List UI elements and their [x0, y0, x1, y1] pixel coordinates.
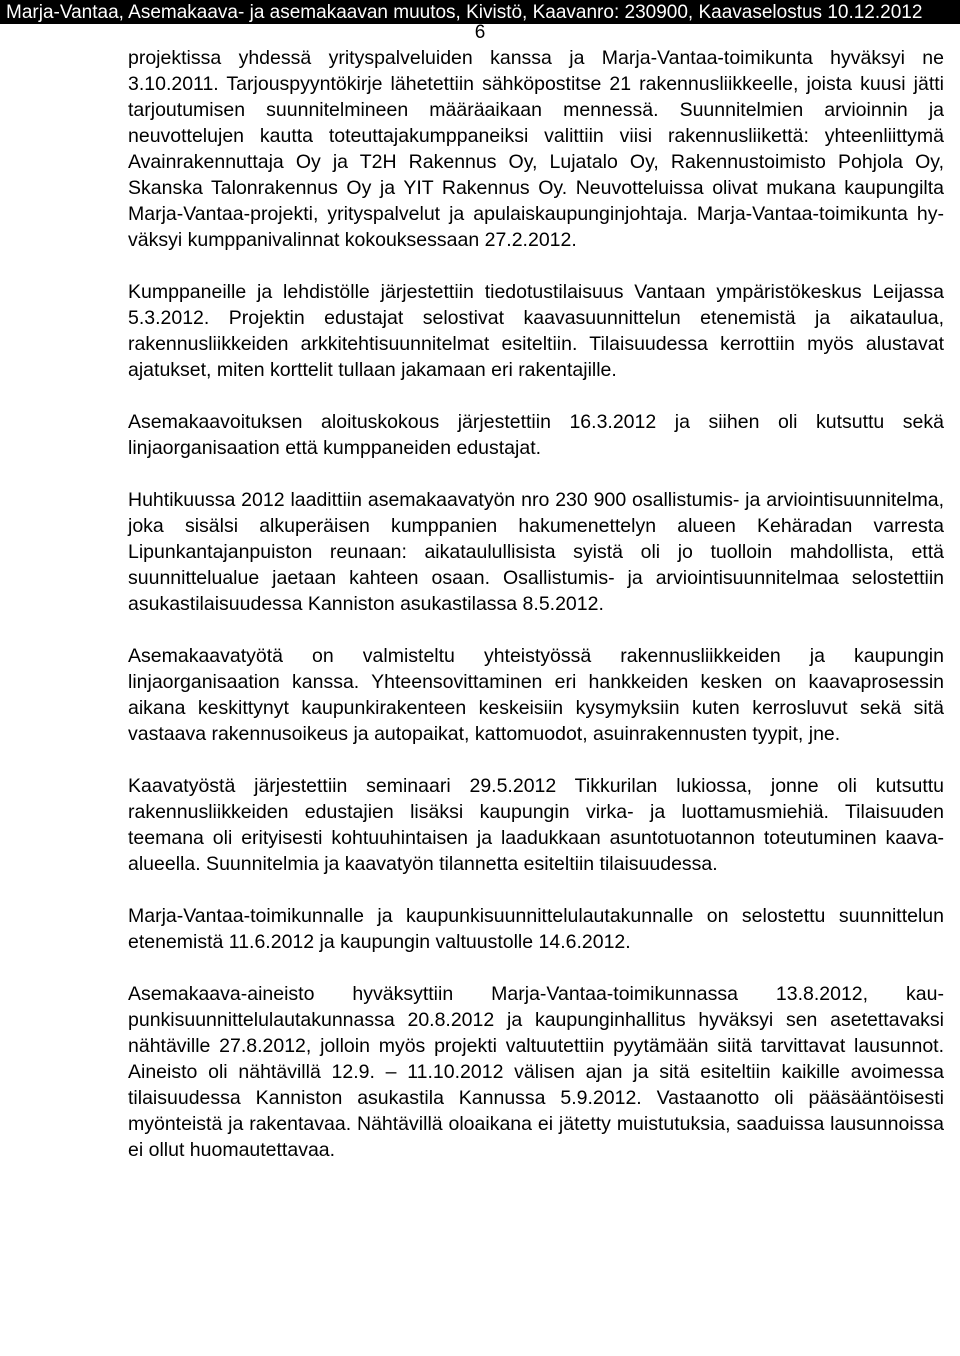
- paragraph: Huhtikuussa 2012 laadittiin asemakaavatyön nro 230 900 osallistumis- ja arviointisuunnitelma, joka sisälsi alkuperäisen kumppanien hakumenettelyn alueen Kehäradan varresta Lipunkantajanpuiston reunaan: aikataulullisista syistä oli jo tuolloin mahdollista, että suunnittelualue jaetaan kahteen osaan. Osallistumis- ja arviointisuunnitelmaa selostettiin asukastilaisuudessa Kanniston asukastilassa 8.5.2012.: [128, 489, 944, 615]
- page-header: [0, 0, 960, 24]
- paragraph: Kaavatyöstä järjestettiin seminaari 29.5.2012 Tikkurilan lukiossa, jonne oli kutsuttu rakennusliikkeiden edustajien lisäksi kaupungin virka- ja luottamusmiehiä. Tilaisuuden teemana oli erityisesti kohtuuhintaisen ja laadukkaan asuntotuotannon toteutuminen kaava-alueella. Suunnitelmia ja kaavatyön tilannetta esiteltiin tilaisuudessa.: [128, 775, 944, 875]
- document-title: Marja-Vantaa, Asemakaava- ja asemakaavan muutos, Kivistö, Kaavanro: 230900, Kaavaselostus 10.12.2012: [6, 2, 923, 23]
- paragraph: Asemakaavoituksen aloituskokous järjestettiin 16.3.2012 ja siihen oli kutsuttu sekä linjaorganisaation että kumppaneiden edustajat.: [128, 411, 944, 459]
- document-body: [128, 45, 944, 1163]
- paragraph: Marja-Vantaa-toimikunnalle ja kaupunkisuunnittelulautakunnalle on selostettu suunnittelun etenemistä 11.6.2012 ja kaupungin valtuustolle 14.6.2012.: [128, 905, 944, 953]
- paragraph: Asemakaavatyötä on valmisteltu yhteistyössä rakennusliikkeiden ja kaupungin linjaorganisaation kanssa. Yhteensovittaminen eri hankkeiden kesken on kaavaprosessin aikana keskittynyt kaupunkirakenteen keskeisiin kysymyksiin kuten kerrosluvut sekä sitä vastaava rakennusoikeus ja autopaikat, kattomuodot, asuinrakennusten tyypit, jne.: [128, 645, 944, 745]
- paragraph: projektissa yhdessä yrityspalveluiden kanssa ja Marja-Vantaa-toimikunta hyväksyi ne 3.10.2011. Tarjouspyyntökirje lähetettiin sähköpostitse 21 rakennusliikkeelle, joista kuusi jätti tarjoutumisen suunnitelmineen määräaikaan mennessä. Suunnitelmien arvioinnin ja neuvottelujen kautta toteuttajakumppaneiksi valittiin viisi rakennusliikettä: yhteenliittymä Avainrakennuttaja Oy ja T2H Rakennus Oy, Lujatalo Oy, Rakennustoimisto Pohjola Oy, Skanska Talonrakennus Oy ja YIT Rakennus Oy. Neuvotteluissa olivat mukana kaupungilta Marja-Vantaa-projekti, yrityspalvelut ja apulaiskaupunginjohtaja. Marja-Vantaa-toimikunta hyväksyi kumppanivalinnat kokouksessaan 27.2.2012.: [128, 47, 944, 251]
- paragraph: Kumppaneille ja lehdistölle järjestettiin tiedotustilaisuus Vantaan ympäristökeskus Leijassa 5.3.2012. Projektin edustajat selostivat kaavasuunnittelun etenemistä ja aikataulua, rakennusliikkeiden arkkitehtisuunnitelmat esiteltiin. Tilaisuudessa kerrottiin myös alustavat ajatukset, miten korttelit tullaan jakamaan eri rakentajille.: [128, 281, 944, 381]
- page-number: 6: [474, 22, 486, 43]
- paragraph: Asemakaava-aineisto hyväksyttiin Marja-Vantaa-toimikunnassa 13.8.2012, kaupunkisuunnittelulautakunnassa 20.8.2012 ja kaupunginhallitus hyväksyi sen asetettavaksi nähtäville 27.8.2012, jolloin myös projekti valtuutettiin pyytämään siitä tarvittavat lausunnot. Aineisto oli nähtävillä 12.9. – 11.10.2012 välisen ajan ja sitä esiteltiin kaikille avoimessa tilaisuudessa Kanniston asukastila Kannussa 5.9.2012. Vastaanotto oli pääsääntöisesti myönteistä ja rakentavaa. Nähtävillä oloaikana ei jätetty muistutuksia, saaduissa lausunnoissa ei ollut huomautettavaa.: [128, 983, 944, 1161]
